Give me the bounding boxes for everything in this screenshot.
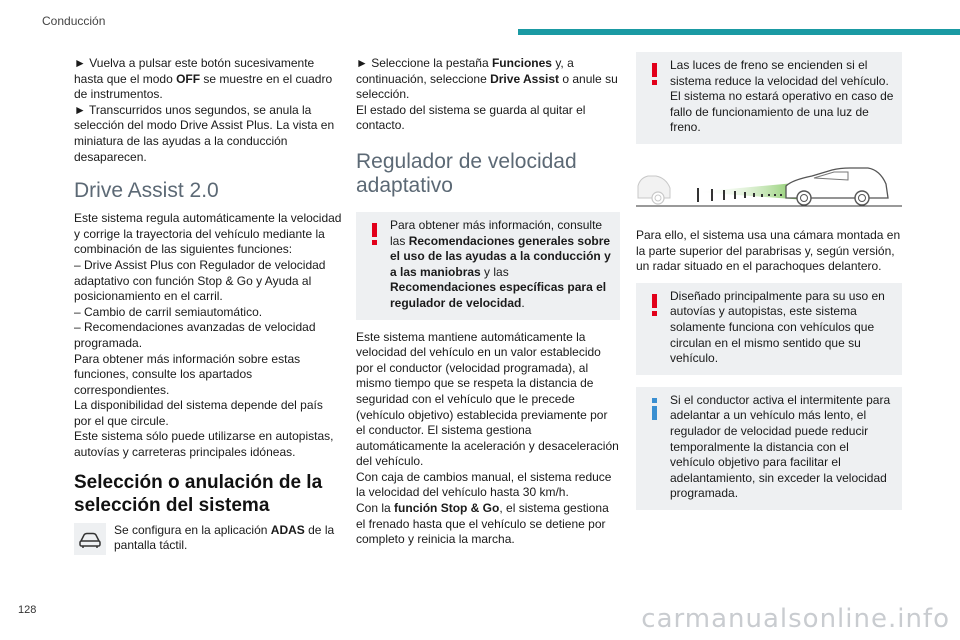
- info-text: [644, 393, 894, 502]
- paragraph: [356, 56, 620, 103]
- paragraph: [356, 470, 620, 501]
- bold-text: ADAS: [270, 522, 305, 537]
- text-span: Las luces de freno se encienden si el sistema reduce la velocidad del vehículo. El sistema no estará operativo en caso de fallo de funcionamiento de una luz de freno.: [670, 58, 894, 135]
- warning-note: [636, 52, 902, 144]
- text-span: – Cambio de carril semiautomático.: [74, 304, 263, 319]
- text-span: – Recomendaciones avanzadas de velocidad programada.: [74, 320, 316, 350]
- text-span: Diseñado principalmente para su uso en autovías y autopistas, este sistema solamente funciona con vehículos que circulan en el mismo sentido que su vehículo.: [670, 288, 885, 366]
- paragraph: [74, 320, 342, 351]
- paragraph: [356, 103, 620, 134]
- section-heading-selection: Selección o anulación de la selección del sistema: [74, 471, 323, 516]
- text-span: ► Seleccione la pestaña: [356, 56, 492, 70]
- column-1: [74, 56, 342, 561]
- text-span: , el sistema gestiona el frenado hasta que el vehículo se detiene por completo y reinicia la marcha.: [356, 501, 609, 547]
- paragraph: [74, 398, 342, 429]
- text-span: Con la: [356, 501, 395, 516]
- text-span: – Drive Assist Plus con Regulador de velocidad adaptativo con función Stop & Go y Ayuda al posicionamiento en el carril.: [74, 257, 326, 304]
- info-icon: [644, 397, 666, 421]
- text-span: .: [521, 295, 525, 310]
- section-heading-drive-assist: Drive Assist 2.0: [74, 179, 219, 203]
- column-2: [356, 56, 620, 548]
- text-span: Este sistema mantiene automáticamente la velocidad del vehículo en un valor establecido por el conductor (velocidad programada), al mismo tiempo que se respeta la distancia de seguridad con el vehículo que le precede (vehículo objetivo) establecida previamente por el conductor. El sistema gestiona automáticamente la aceleración y desaceleración del vehículo.: [356, 329, 619, 469]
- text-span: Este sistema sólo puede utilizarse en autopistas, autovías y carreteras principales idóneas.: [74, 429, 334, 460]
- bold-text: Recomendaciones específicas para el regulador de velocidad: [390, 280, 607, 310]
- text-span: La disponibilidad del sistema depende del país por el que circule.: [74, 398, 323, 428]
- paragraph: [74, 103, 342, 165]
- text-span: Se configura en la aplicación: [114, 522, 271, 537]
- text-span: y las: [480, 264, 509, 279]
- info-note: [636, 387, 902, 510]
- adaptive-cruise-illustration: [636, 158, 902, 214]
- exclamation-icon: [644, 293, 666, 317]
- paragraph: [74, 258, 342, 305]
- exclamation-icon: [644, 62, 666, 86]
- text-span: Con caja de cambios manual, el sistema reduce la velocidad del vehículo hasta 30 km/h.: [356, 469, 612, 500]
- bold-text: función Stop & Go: [394, 501, 500, 516]
- text-span: de la pantalla táctil.: [114, 522, 335, 553]
- paragraph: [74, 211, 342, 258]
- text-span: ► Transcurridos unos segundos, se anula la selección del modo Drive Assist Plus. La vista en miniatura de las ayudas a la conducción desaparecen.: [74, 102, 335, 164]
- paragraph: [74, 305, 342, 321]
- header-title: Conducción: [42, 14, 106, 28]
- column-3: [636, 52, 902, 510]
- bold-text: Funciones: [491, 56, 552, 70]
- header-accent-bar: [518, 29, 960, 35]
- text-span: ► Vuelva a pulsar este botón sucesivamente hasta que el modo: [74, 56, 315, 86]
- paragraph: [74, 352, 342, 399]
- warning-text: [644, 58, 894, 136]
- warning-text: [644, 289, 894, 367]
- page-number: 128: [18, 604, 37, 616]
- warning-text: [364, 218, 612, 312]
- paragraph: [636, 228, 902, 275]
- text-span: o anule su selección.: [356, 71, 618, 102]
- warning-note: [356, 212, 620, 320]
- adas-text: [114, 523, 342, 554]
- bold-text: OFF: [176, 71, 201, 86]
- adas-instruction: [74, 523, 342, 561]
- text-span: Para obtener más información sobre estas funciones, consulte los apartados correspondientes.: [74, 351, 301, 397]
- exclamation-icon: [364, 222, 386, 246]
- text-span: y, a continuación, seleccione: [356, 56, 574, 86]
- paragraph: [74, 56, 342, 103]
- car-icon: [74, 523, 106, 555]
- paragraph: [74, 429, 342, 460]
- bold-text: Drive Assist: [490, 71, 560, 86]
- text-span: Si el conductor activa el intermitente para adelantar a un vehículo más lento, el regulador de velocidad puede reducir temporalmente la distancia con el vehículo objetivo para facilitar el adelantamiento, sin exceder la velocidad programada.: [670, 392, 891, 501]
- text-span: se muestre en el cuadro de instrumentos.: [74, 71, 333, 102]
- watermark: carmanualsonline.info: [641, 604, 950, 634]
- section-heading-adaptive-cruise: Regulador de velocidad adaptativo: [356, 149, 577, 197]
- text-span: Este sistema regula automáticamente la velocidad y corrige la trayectoria del vehículo mediante la combinación de las siguientes funciones:: [74, 211, 342, 257]
- bold-text: Recomendaciones generales sobre el uso de las ayudas a la conducción y a las maniobras: [390, 233, 611, 279]
- warning-note: [636, 283, 902, 375]
- text-span: El estado del sistema se guarda al quitar el contacto.: [356, 102, 586, 133]
- text-span: Para obtener más información, consulte las: [390, 217, 603, 248]
- text-span: Para ello, el sistema usa una cámara montada en la parte superior del parabrisas y, según versión, un radar situado en el parachoques delantero.: [636, 227, 901, 274]
- paragraph: [356, 330, 620, 470]
- paragraph: [356, 501, 620, 548]
